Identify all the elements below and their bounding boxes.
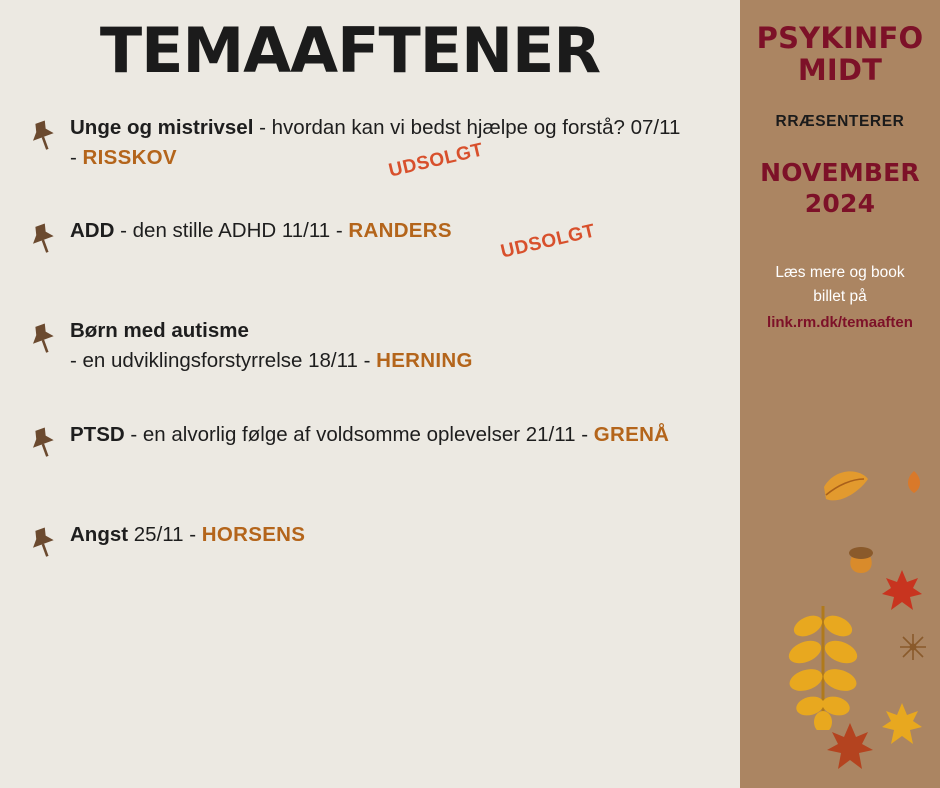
- event-detail: - den stille ADHD 11/11 -: [114, 219, 349, 243]
- event-detail: 25/11 -: [128, 522, 202, 546]
- event-detail: - en alvorlig følge af voldsomme oplevelser 21/11 -: [124, 422, 594, 446]
- event-text: [70, 420, 669, 450]
- year-label: 2024: [804, 189, 876, 219]
- pushpin-icon: [26, 216, 70, 256]
- event-text: [70, 113, 690, 182]
- event-title: Børn med autisme: [70, 319, 249, 343]
- list-item: [26, 113, 740, 182]
- compound-leaf-icon: [780, 600, 866, 730]
- pushpin-icon: [26, 316, 70, 356]
- maple-leaf-icon: [880, 700, 924, 748]
- event-list: [0, 113, 740, 576]
- sidebar: [740, 0, 940, 788]
- booking-line-1: Læs mere og book: [775, 264, 905, 282]
- pushpin-icon: [26, 113, 70, 153]
- brand-line-2: MIDT: [797, 53, 883, 88]
- page-title: TEMAAFTENER: [99, 14, 601, 87]
- month-label: NOVEMBER: [760, 157, 920, 187]
- booking-info: [740, 261, 940, 334]
- event-city: RISSKOV: [82, 145, 177, 169]
- event-detail: - en udviklingsforstyrrelse 18/11 -: [70, 349, 377, 373]
- event-title: Unge og mistrivsel: [70, 116, 254, 139]
- list-item: [26, 520, 740, 576]
- date-block: [740, 157, 940, 220]
- event-city: GRENÅ: [593, 422, 670, 446]
- list-item: [26, 216, 740, 272]
- booking-link[interactable]: link.rm.dk/temaaften: [767, 314, 913, 332]
- pushpin-icon: [26, 420, 70, 460]
- list-item: [26, 420, 740, 476]
- event-city: RANDERS: [348, 219, 452, 243]
- event-title: Angst: [70, 522, 129, 546]
- event-city: HERNING: [376, 349, 473, 373]
- acorn-icon: [844, 540, 878, 574]
- event-text: [70, 520, 305, 550]
- status-badge: UDSOLGT: [386, 139, 486, 182]
- leaf-icon: [820, 465, 872, 509]
- event-text: [70, 316, 473, 375]
- booking-line-2: billet på: [813, 288, 867, 306]
- maple-leaf-icon: [880, 568, 924, 614]
- brand-logo: [740, 22, 940, 87]
- event-detail: - hvordan kan vi bedst hjælpe og forstå? 07/11 -: [70, 116, 681, 169]
- event-text: [70, 216, 598, 264]
- status-badge: UDSOLGT: [498, 220, 598, 264]
- presents-label: RRÆSENTERER: [775, 112, 905, 130]
- brand-line-1: PSYKINFO: [756, 21, 924, 55]
- leaf-icon: [904, 470, 924, 494]
- pushpin-icon: [26, 520, 70, 560]
- event-title: ADD: [70, 219, 115, 243]
- event-city: HORSENS: [201, 522, 306, 546]
- seed-pod-icon: [898, 632, 928, 662]
- list-item: [26, 316, 740, 375]
- maple-leaf-icon: [825, 720, 875, 772]
- event-title: PTSD: [70, 422, 125, 446]
